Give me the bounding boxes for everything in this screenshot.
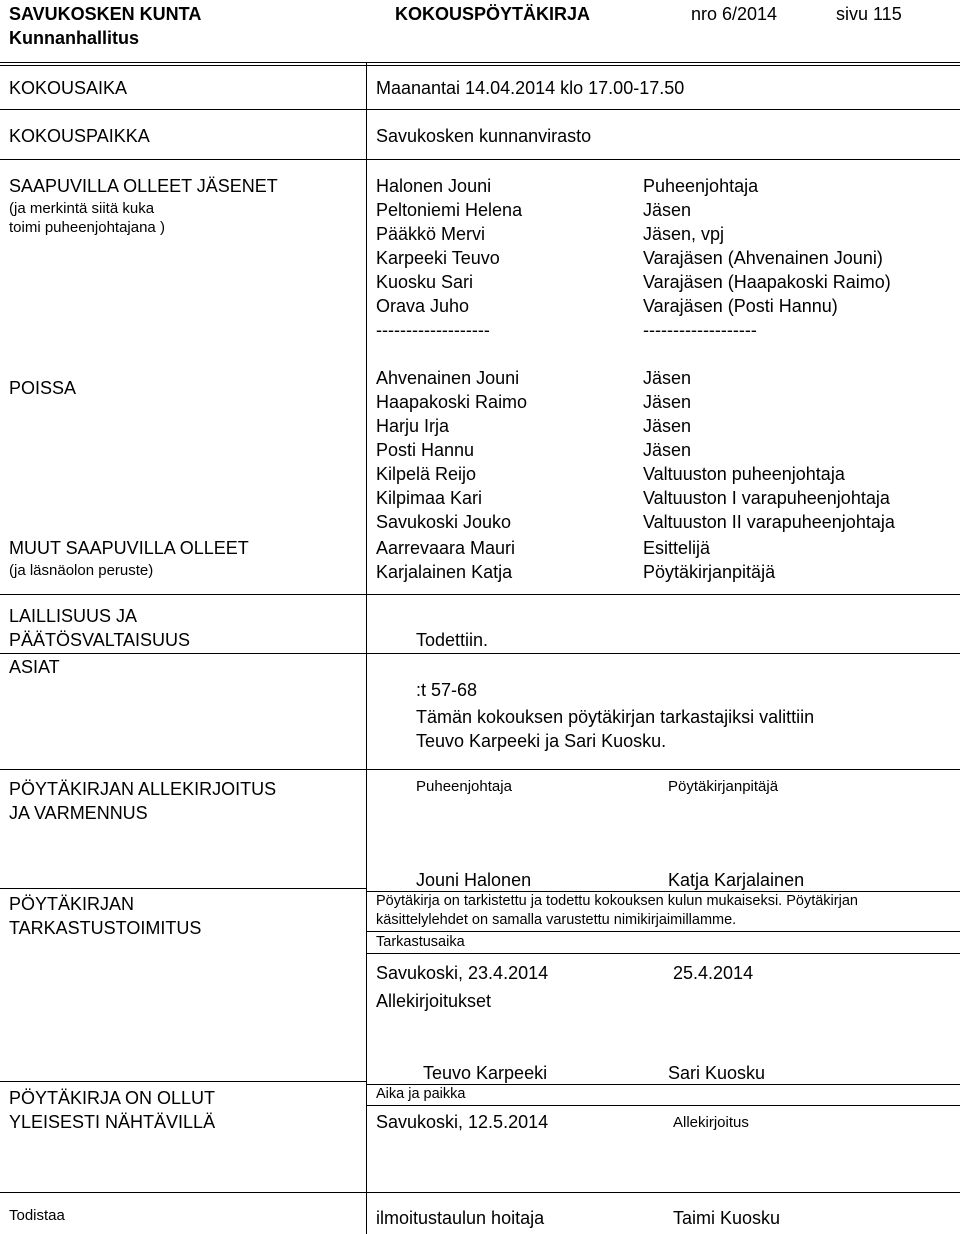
other-role: Pöytäkirjanpitäjä bbox=[643, 562, 776, 582]
member-role: Varajäsen (Haapakoski Raimo) bbox=[643, 272, 891, 292]
dept-name: Kunnanhallitus bbox=[9, 28, 139, 48]
tarkastus-text: Pöytäkirja on tarkistettu ja todettu kokouksen kulun mukaiseksi. Pöytäkirjan bbox=[376, 893, 858, 909]
kokouspaikka-label: KOKOUSPAIKKA bbox=[9, 126, 150, 146]
tarkastus-label: TARKASTUSTOIMITUS bbox=[9, 918, 202, 938]
absent-name: Kilpimaa Kari bbox=[376, 488, 483, 508]
saapuvilla-label: SAAPUVILLA OLLEET JÄSENET bbox=[9, 176, 278, 196]
absent-name: Posti Hannu bbox=[376, 440, 475, 460]
muut-sublabel: (ja läsnäolon peruste) bbox=[9, 562, 154, 579]
asiat-text: Tämän kokouksen pöytäkirjan tarkastajiksi valittiin bbox=[416, 707, 815, 727]
member-name: Halonen Jouni bbox=[376, 176, 492, 196]
member-name: Pääkkö Mervi bbox=[376, 224, 486, 244]
absent-name: Harju Irja bbox=[376, 416, 450, 436]
divider bbox=[0, 1081, 366, 1082]
divider bbox=[0, 888, 366, 889]
divider bbox=[366, 891, 960, 892]
poissa-label: POISSA bbox=[9, 378, 77, 398]
absent-role: Valtuuston I varapuheenjohtaja bbox=[643, 488, 890, 508]
member-name: Orava Juho bbox=[376, 296, 470, 316]
divider bbox=[366, 953, 960, 954]
member-name: Karpeeki Teuvo bbox=[376, 248, 500, 268]
header-divider bbox=[0, 62, 960, 66]
doc-number: nro 6/2014 bbox=[691, 4, 778, 24]
dash-separator: ------------------- bbox=[376, 320, 490, 340]
laillisuus-value: Todettiin. bbox=[416, 630, 489, 650]
allekirjoitus-label: JA VARMENNUS bbox=[9, 803, 148, 823]
divider bbox=[0, 769, 960, 770]
other-name: Aarrevaara Mauri bbox=[376, 538, 516, 558]
member-role: Varajäsen (Ahvenainen Jouni) bbox=[643, 248, 883, 268]
laillisuus-label: PÄÄTÖSVALTAISUUS bbox=[9, 630, 191, 650]
other-role: Esittelijä bbox=[643, 538, 711, 558]
absent-role: Valtuuston puheenjohtaja bbox=[643, 464, 845, 484]
allekirjoitukset-label: Allekirjoitukset bbox=[376, 991, 492, 1011]
saapuvilla-sublabel: toimi puheenjohtajana ) bbox=[9, 219, 165, 236]
member-role: Varajäsen (Posti Hannu) bbox=[643, 296, 838, 316]
member-name: Kuosku Sari bbox=[376, 272, 474, 292]
asiat-pykalat: :t 57-68 bbox=[416, 680, 478, 700]
absent-role: Valtuuston II varapuheenjohtaja bbox=[643, 512, 895, 532]
signature-role: Puheenjohtaja bbox=[416, 778, 512, 795]
saapuvilla-sublabel: (ja merkintä siitä kuka bbox=[9, 200, 155, 217]
nahtavilla-place-date: Savukoski, 12.5.2014 bbox=[376, 1112, 549, 1132]
column-divider bbox=[366, 62, 367, 1234]
member-role: Jäsen, vpj bbox=[643, 224, 725, 244]
divider bbox=[366, 1105, 960, 1106]
signature-role: Pöytäkirjanpitäjä bbox=[668, 778, 779, 795]
aika-paikka-label: Aika ja paikka bbox=[376, 1086, 466, 1102]
member-role: Jäsen bbox=[643, 200, 692, 220]
divider bbox=[0, 1192, 960, 1193]
asiat-label: ASIAT bbox=[9, 657, 60, 677]
absent-name: Kilpelä Reijo bbox=[376, 464, 477, 484]
kokousaika-label: KOKOUSAIKA bbox=[9, 78, 128, 98]
inspector-name: Sari Kuosku bbox=[668, 1063, 766, 1083]
absent-name: Ahvenainen Jouni bbox=[376, 368, 520, 388]
todistaa-label: Todistaa bbox=[9, 1207, 65, 1224]
todistaja-role: ilmoitustaulun hoitaja bbox=[376, 1208, 545, 1228]
page-number: sivu 115 bbox=[836, 4, 902, 24]
kokousaika-value: Maanantai 14.04.2014 klo 17.00-17.50 bbox=[376, 78, 685, 98]
signer-name: Jouni Halonen bbox=[416, 870, 532, 890]
absent-role: Jäsen bbox=[643, 416, 692, 436]
member-role: Puheenjohtaja bbox=[643, 176, 759, 196]
divider bbox=[0, 109, 960, 110]
allekirjoitus-label: PÖYTÄKIRJAN ALLEKIRJOITUS bbox=[9, 779, 277, 799]
asiat-text: Teuvo Karpeeki ja Sari Kuosku. bbox=[416, 731, 667, 751]
divider bbox=[0, 594, 960, 595]
absent-name: Haapakoski Raimo bbox=[376, 392, 528, 412]
absent-name: Savukoski Jouko bbox=[376, 512, 512, 532]
member-name: Peltoniemi Helena bbox=[376, 200, 523, 220]
doc-title: KOKOUSPÖYTÄKIRJA bbox=[395, 4, 591, 24]
nahtavilla-label: PÖYTÄKIRJA ON OLLUT bbox=[9, 1088, 216, 1108]
dash-separator: ------------------- bbox=[643, 320, 757, 340]
tarkastusaika-label: Tarkastusaika bbox=[376, 934, 465, 950]
tarkastus-date: 25.4.2014 bbox=[673, 963, 754, 983]
muut-label: MUUT SAAPUVILLA OLLEET bbox=[9, 538, 249, 558]
laillisuus-label: LAILLISUUS JA bbox=[9, 606, 138, 626]
tarkastus-label: PÖYTÄKIRJAN bbox=[9, 894, 135, 914]
allekirjoitus-label: Allekirjoitus bbox=[673, 1114, 749, 1131]
kokouspaikka-value: Savukosken kunnanvirasto bbox=[376, 126, 592, 146]
org-name: SAVUKOSKEN KUNTA bbox=[9, 4, 202, 24]
tarkastus-text: käsittelylehdet on samalla varustettu nimikirjaimillamme. bbox=[376, 912, 737, 928]
tarkastus-place-date: Savukoski, 23.4.2014 bbox=[376, 963, 549, 983]
divider bbox=[0, 159, 960, 160]
inspector-name: Teuvo Karpeeki bbox=[423, 1063, 548, 1083]
signer-name: Katja Karjalainen bbox=[668, 870, 805, 890]
divider bbox=[366, 931, 960, 932]
divider bbox=[0, 653, 960, 654]
divider bbox=[366, 1084, 960, 1085]
todistaja-name: Taimi Kuosku bbox=[673, 1208, 781, 1228]
other-name: Karjalainen Katja bbox=[376, 562, 513, 582]
absent-role: Jäsen bbox=[643, 392, 692, 412]
nahtavilla-label: YLEISESTI NÄHTÄVILLÄ bbox=[9, 1112, 216, 1132]
absent-role: Jäsen bbox=[643, 440, 692, 460]
absent-role: Jäsen bbox=[643, 368, 692, 388]
